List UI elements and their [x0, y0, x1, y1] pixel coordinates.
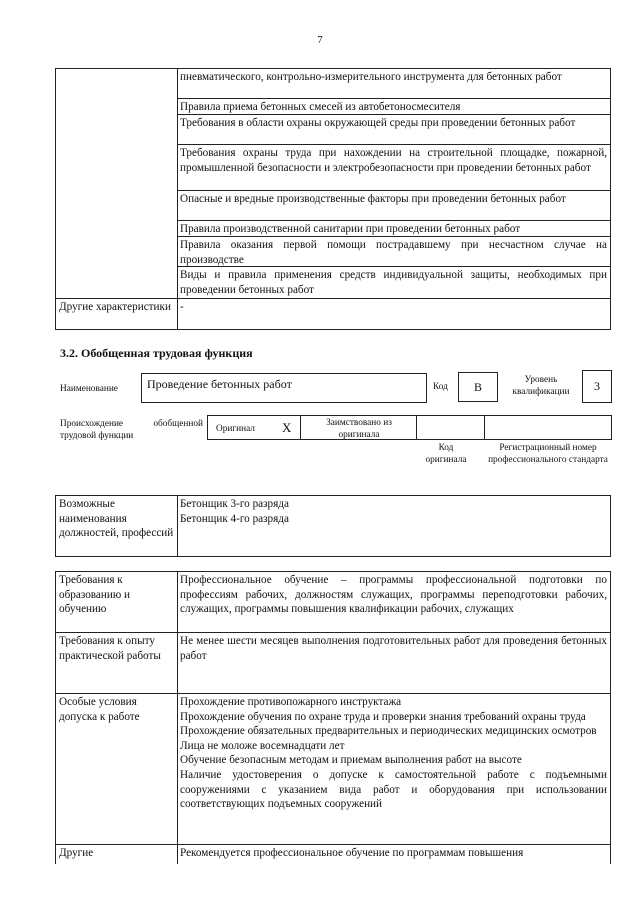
cell-divider — [484, 415, 485, 440]
registration-number-caption: Регистрационный номер профессионального стандарта — [488, 443, 608, 465]
table-row: Виды и правила применения средств индивидуальной защиты, необходимых при проведении бетонных работ — [177, 266, 611, 299]
code-original-caption: Код оригинала — [425, 443, 467, 465]
level-box: 3 — [582, 370, 612, 403]
experience-value: Не менее шести месяцев выполнения подготовительных работ для проведения бетонных работ — [177, 632, 611, 694]
section-title: 3.2. Обобщенная трудовая функция — [60, 346, 253, 360]
original-label: Оригинал — [216, 424, 255, 434]
other-characteristics-label: Другие характеристики — [55, 298, 178, 330]
experience-label: Требования к опыту практической работы — [55, 632, 178, 694]
condition-item: Наличие удостоверения о допуске к самостоятельной работе с подъемными сооружениями с указанием вида работ и оборудования при использовании соответствующих подъемных сооружений — [180, 768, 607, 811]
table-row: Требования в области охраны окружающей среды при проведении бетонных работ — [177, 114, 611, 145]
table-row: Опасные и вредные производственные факторы при проведении бетонных работ — [177, 190, 611, 221]
table-row: пневматического, контрольно-измерительного инструмента для бетонных работ — [177, 68, 611, 99]
cell-divider — [416, 415, 417, 440]
name-label: Наименование — [60, 384, 118, 394]
cell-divider — [300, 415, 301, 440]
origin-table — [207, 415, 612, 440]
code-box: B — [458, 372, 498, 402]
positions-label: Возможные наименования должностей, профессий — [55, 495, 178, 557]
condition-item: Лица не моложе восемнадцати лет — [180, 739, 345, 752]
level-label: Уровень квалификации — [512, 375, 570, 397]
positions-value — [177, 495, 611, 557]
education-value: Профессиональное обучение – программы профессиональной подготовки по профессиям рабочих, должностям служащих, программы переподготовки рабочих, служащих, программы повышения квалификации рабочих, служащих — [177, 571, 611, 633]
table-row: Правила приема бетонных смесей из автобетоносмесителя — [177, 98, 611, 115]
position-item: Бетонщик 4-го разряда — [180, 512, 289, 525]
special-conditions-label: Особые условия допуска к работе — [55, 693, 178, 845]
borrowed-label: Заимствовано из оригинала — [326, 418, 392, 440]
table-row: Правила оказания первой помощи пострадавшему при несчастном случае на производстве — [177, 236, 611, 267]
other-characteristics-value: - — [177, 298, 611, 330]
code-label: Код — [433, 382, 448, 392]
special-conditions-value — [177, 693, 611, 845]
table-left-empty-cell — [55, 68, 178, 299]
condition-item: Прохождение обучения по охране труда и проверки знания требований охраны труда — [180, 710, 586, 723]
origin-label: Происхождение обобщенной трудовой функции — [60, 419, 203, 441]
other-value: Рекомендуется профессиональное обучение по программам повышения — [177, 844, 611, 864]
table-row: Требования охраны труда при нахождении на строительной площадке, пожарной, промышленной безопасности и электробезопасности при проведении бетонных работ — [177, 144, 611, 191]
table-row: Правила производственной санитарии при проведении бетонных работ — [177, 220, 611, 237]
education-label: Требования к образованию и обучению — [55, 571, 178, 633]
condition-item: Обучение безопасным методам и приемам выполнения работ на высоте — [180, 754, 522, 767]
page-number: 7 — [317, 34, 323, 46]
other-label: Другие — [55, 844, 178, 864]
function-name-box: Проведение бетонных работ — [141, 373, 427, 403]
condition-item: Прохождение противопожарного инструктажа — [180, 696, 402, 708]
condition-item: Прохождение обязательных предварительных и периодических медицинских осмотров — [180, 725, 597, 738]
original-mark: X — [282, 420, 292, 435]
position-item: Бетонщик 3-го разряда — [180, 498, 289, 510]
